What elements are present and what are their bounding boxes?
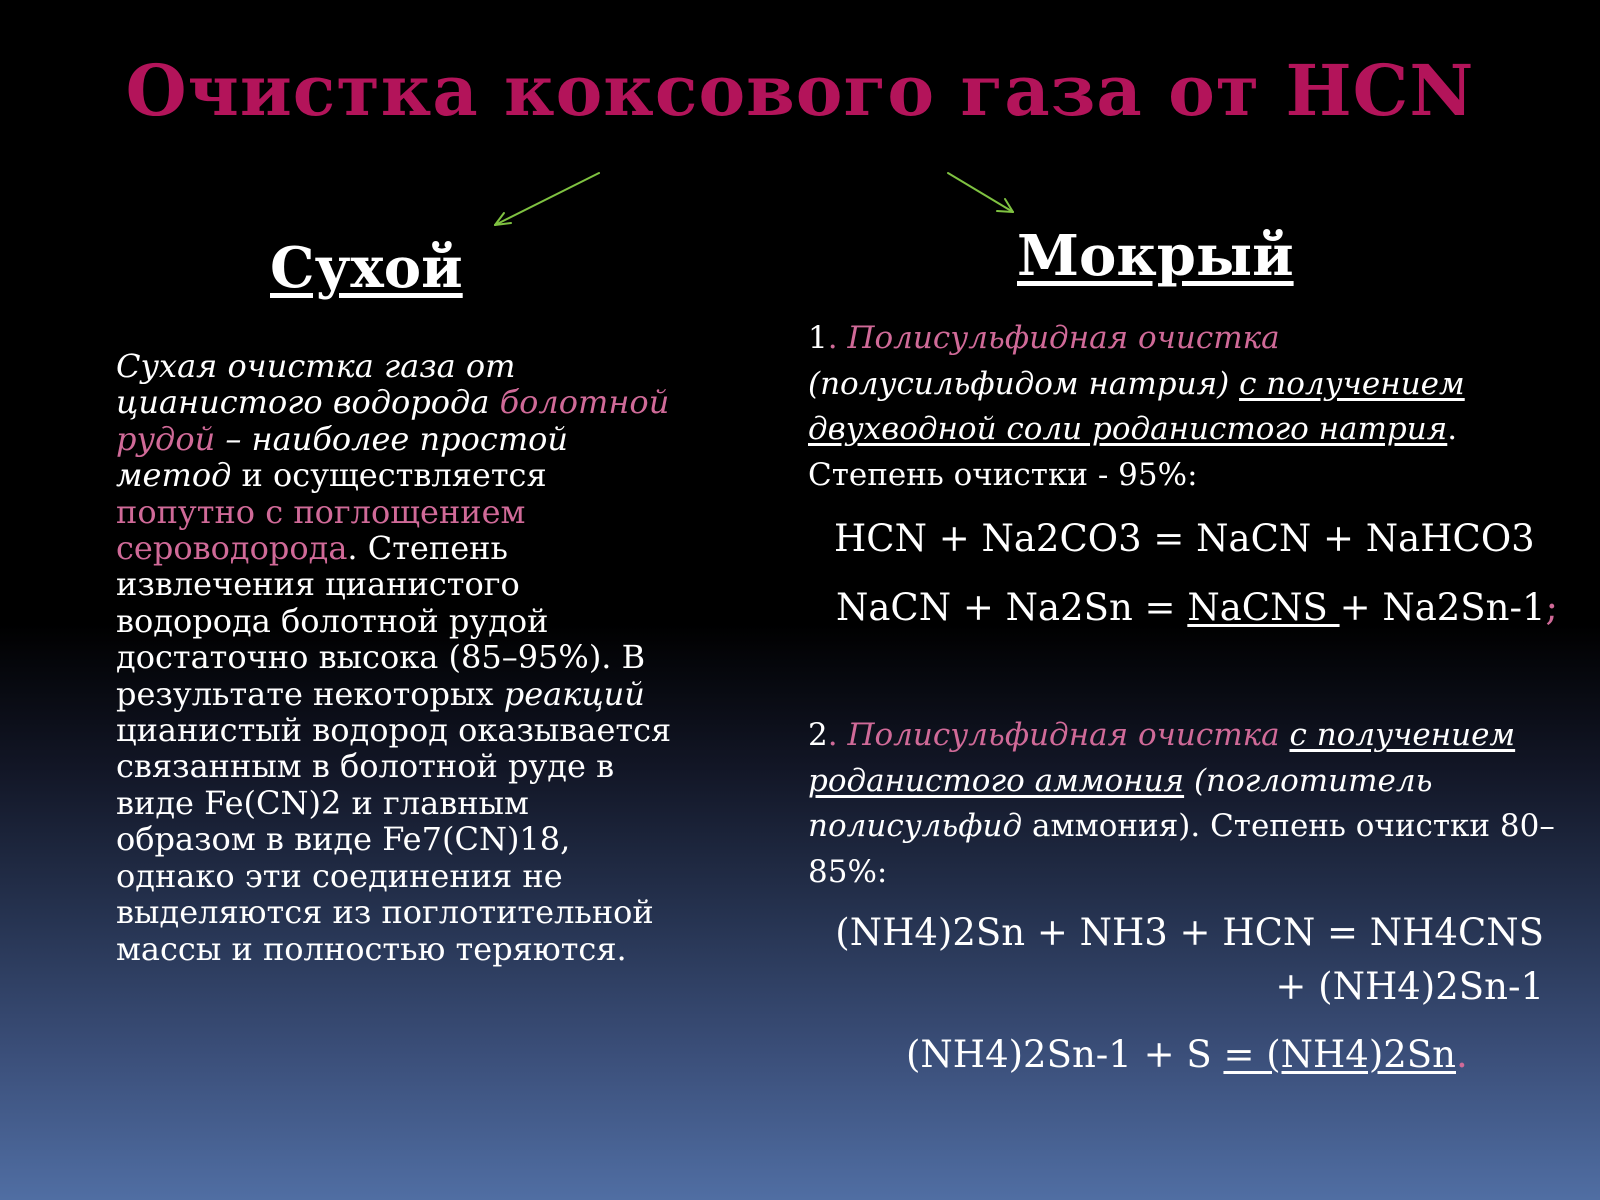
method-2-product: с получением роданистого аммония — [808, 717, 1516, 799]
method-2-number: 2 — [808, 717, 828, 753]
h2s-absorption-term: попутно с поглощением сероводорода — [116, 492, 526, 568]
dry-text-intro: Сухая очистка газа от цианистого водорода — [116, 347, 516, 422]
equation-2-product: NaCNS — [1187, 586, 1340, 629]
method-1-space — [1229, 366, 1239, 402]
method-1-product: с получением двухводной соли роданистого натрия — [808, 365, 1465, 447]
method-2-name: Полисульфидная очистка — [847, 717, 1280, 753]
wet-method-2 — [808, 713, 1558, 895]
wet-method-1 — [808, 316, 1558, 498]
arrow-left-icon — [495, 173, 599, 225]
method-1-dot: . — [827, 320, 848, 356]
dry-text-simple: – наиболее простой метод — [116, 419, 569, 495]
dry-text-and: и осуществляется — [231, 456, 547, 495]
method-1-number: 1 — [808, 320, 828, 356]
method-2-space — [1280, 717, 1290, 753]
equation-4-left: (NH4)2Sn-1 + S — [906, 1033, 1224, 1076]
equation-4-period: . — [1456, 1033, 1468, 1076]
slide-title: Очистка коксового газа от HCN — [125, 49, 1475, 132]
dry-text-result: цианистый водород оказывается связанным в болотной руде в виде Fe(CN)2 и главным образом в виде Fe7(CN)18, однако эти соединения не выделяются из поглотительной массы и полностью теряются. — [116, 711, 672, 968]
equation-2-semicolon: ; — [1545, 586, 1558, 629]
arrow-right-icon — [948, 173, 1013, 212]
equation-3: (NH4)2Sn + NH3 + HCN = NH4CNS + (NH4)2Sn-1 — [835, 911, 1544, 1008]
wet-heading: Мокрый — [1017, 223, 1294, 289]
dry-text-reactions: реакций — [503, 674, 645, 713]
method-1-degree: Степень очистки - 95%: — [808, 456, 1198, 493]
branch-arrows — [0, 0, 1600, 240]
equation-2-right: + Na2Sn-1 — [1339, 586, 1546, 629]
dry-text-degree: . Степень извлечения цианистого водорода болотной рудой достаточно высока (85–95%). В результате некоторых — [116, 529, 646, 713]
bog-ore-term: болотной рудой — [116, 383, 670, 458]
method-1-reagent: (полусильфидом натрия) — [808, 365, 1230, 402]
equation-1: HCN + Na2CO3 = NaCN + NaHCO3 — [834, 517, 1535, 560]
method-2-absorber: (поглотитель полисульфид — [808, 762, 1433, 844]
method-2-dot: . — [827, 717, 848, 753]
equation-2-left: NaCN + Na2Sn = — [836, 586, 1188, 629]
equation-4 — [906, 1028, 1468, 1082]
method-2-degree: аммония). Степень очистки 80–85%: — [808, 808, 1555, 890]
equation-2 — [836, 581, 1558, 635]
dry-method-description — [116, 348, 676, 967]
method-1-name: Полисульфидная очистка — [847, 320, 1280, 356]
dry-heading: Сухой — [270, 235, 463, 301]
equation-4-product: = (NH4)2Sn — [1223, 1033, 1456, 1076]
method-1-period: . — [1447, 411, 1458, 447]
